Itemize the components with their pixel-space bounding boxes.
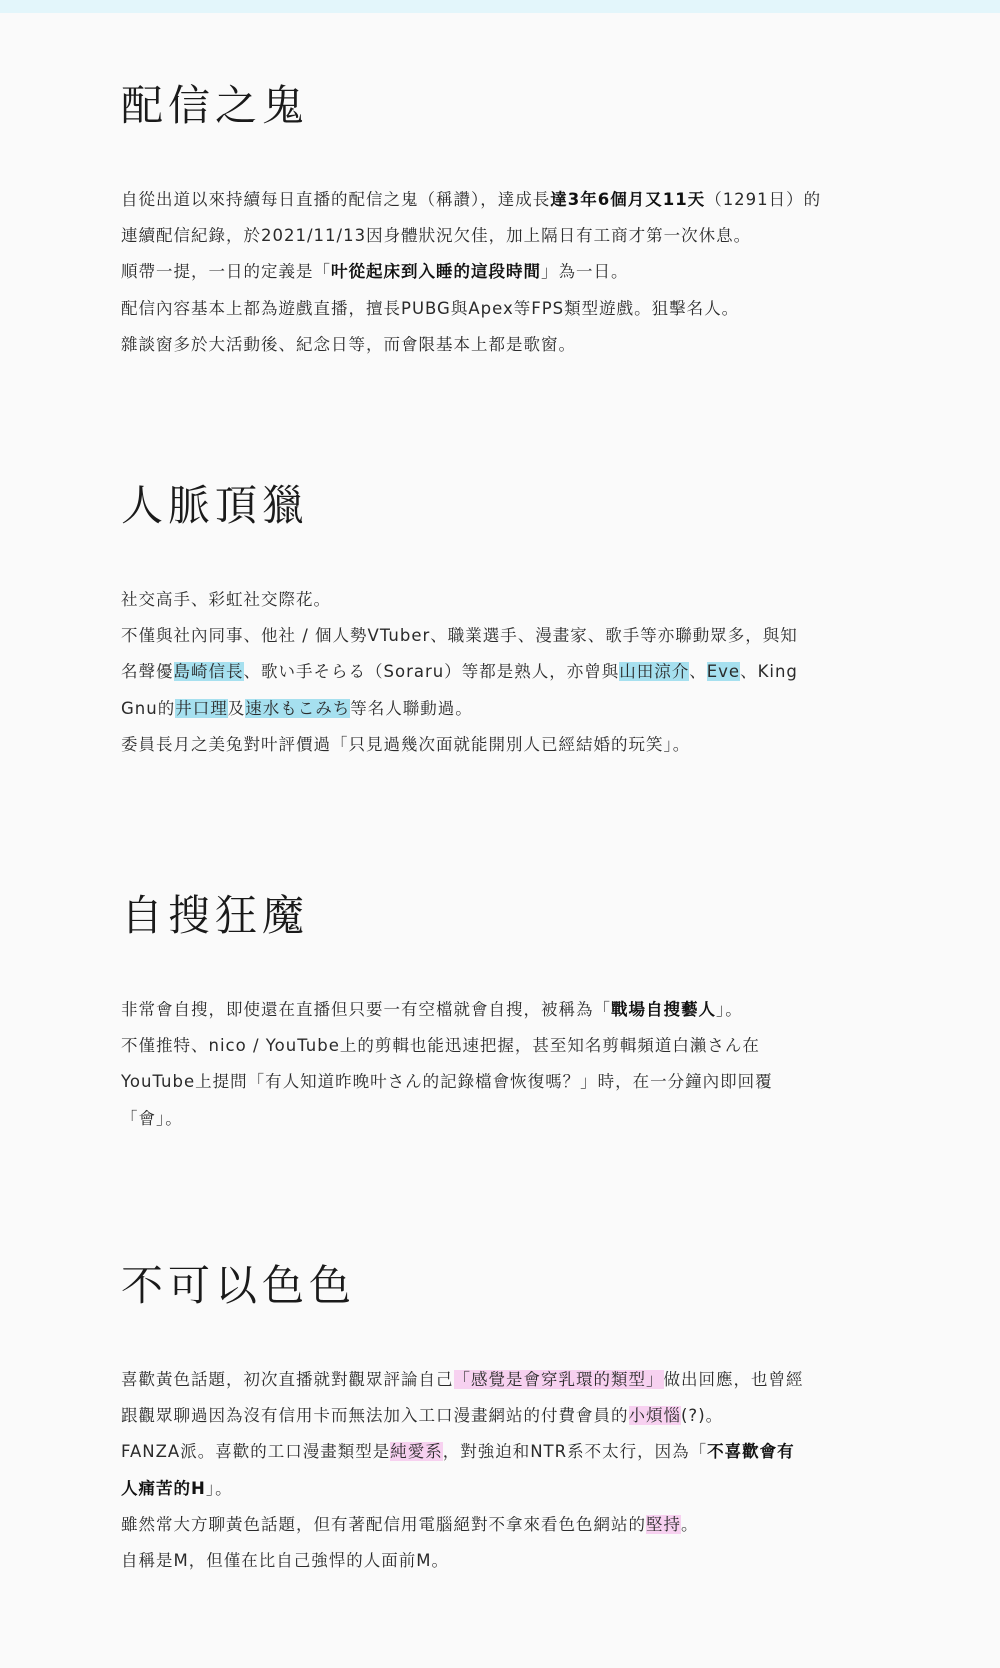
- bold-text: 達3年6個月又11天: [550, 190, 706, 209]
- highlighted-phrase: 純愛系: [390, 1442, 443, 1462]
- text-run: 」。: [205, 1478, 233, 1498]
- section-no-lewd: [121, 1261, 901, 1571]
- text-line: [121, 691, 901, 727]
- text-line: [121, 1398, 901, 1434]
- text-run: 「會」。: [121, 1108, 183, 1128]
- section-heading: 自搜狂魔: [121, 891, 310, 940]
- highlighted-name: 井口理: [175, 698, 228, 718]
- text-run: 不僅與社內同事、他社 / 個人勢VTuber、職業選手、漫畫家、歌手等亦聯動眾多，與知: [121, 626, 798, 646]
- text-run: 順帶一提，一日的定義是「: [121, 262, 331, 282]
- text-run: 及: [227, 698, 246, 718]
- text-run: 連續配信紀錄，於2021/11/13因身體狀況欠佳，加上隔日有工商才第一次休息。: [121, 226, 752, 246]
- text-line: [121, 327, 901, 363]
- text-line: [121, 654, 901, 690]
- text-run: Gnu的: [121, 698, 176, 718]
- text-run: 、歌い手そらる（Soraru）等都是熟人，亦曾與: [243, 662, 620, 682]
- text-run: 跟觀眾聊過因為沒有信用卡而無法加入工口漫畫網站的付費會員的: [121, 1406, 629, 1426]
- text-run: YouTube上提問「有人知道昨晚叶さん的記錄檔會恢復嗎？」時，在一分鐘內即回覆: [121, 1072, 773, 1092]
- text-run: 非常會自搜，即使還在直播但只要一有空檔就會自搜，被稱為「: [121, 1000, 611, 1019]
- text-run: 自從出道以來持續每日直播的配信之鬼（稱讚），達成長: [121, 190, 551, 209]
- text-run: FANZA派。喜歡的工口漫畫類型是: [121, 1442, 391, 1462]
- text-line: [121, 992, 901, 1028]
- text-run: 配信內容基本上都為遊戲直播，擅長PUBG與Apex等FPS類型遊戲。狙擊名人。: [121, 298, 740, 318]
- text-line: [121, 582, 901, 618]
- bold-text: 不喜歡會有: [707, 1442, 795, 1462]
- text-line: [121, 182, 901, 218]
- highlighted-name: 速水もこみち: [245, 698, 351, 718]
- text-run: 喜歡黃色話題，初次直播就對觀眾評論自己: [121, 1370, 454, 1389]
- text-line: [121, 1064, 901, 1100]
- text-run: 雜談窗多於大活動後、紀念日等，而會限基本上都是歌窗。: [121, 334, 576, 354]
- text-line: [121, 1434, 901, 1470]
- highlighted-phrase: 小煩惱: [628, 1406, 681, 1426]
- section-body: [121, 992, 901, 1137]
- text-line: [121, 1362, 901, 1398]
- text-run: 名聲優: [121, 662, 174, 682]
- text-line: [121, 1543, 901, 1579]
- bold-text: 叶從起床到入睡的這段時間: [331, 262, 541, 282]
- text-run: 」為一日。: [541, 262, 629, 282]
- section-streaming-demon: [121, 81, 901, 354]
- text-run: 不僅推特、nico / YouTube上的剪輯也能迅速把握，甚至知名剪輯頻道白瀨さん在: [121, 1036, 760, 1056]
- text-line: [121, 727, 901, 763]
- highlighted-name: Eve: [706, 662, 741, 682]
- text-line: [121, 1101, 901, 1137]
- top-accent-strip: [0, 0, 1000, 13]
- text-run: 、King: [740, 662, 798, 682]
- text-run: 社交高手、彩虹社交際花。: [121, 590, 331, 609]
- text-run: 」。: [716, 1000, 743, 1019]
- text-run: 、: [689, 662, 707, 682]
- text-run: 委員長月之美兔對叶評價過「只見過幾次面就能開別人已經結婚的玩笑」。: [121, 734, 691, 754]
- text-run: 自稱是M，但僅在比自己強悍的人面前M。: [121, 1551, 449, 1571]
- section-heading: 配信之鬼: [121, 81, 310, 130]
- section-heading: 人脈頂獵: [121, 481, 310, 530]
- text-line: [121, 1507, 901, 1543]
- text-run: ，對強迫和NTR系不太行，因為「: [442, 1442, 708, 1462]
- section-social-network: [121, 481, 901, 754]
- section-heading: 不可以色色: [121, 1261, 357, 1310]
- section-body: [121, 582, 901, 763]
- text-line: [121, 1471, 901, 1507]
- text-run: 雖然常大方聊黃色話題，但有著配信用電腦絕對不拿來看色色網站的: [121, 1514, 646, 1534]
- section-ego-search: [121, 891, 901, 1128]
- text-line: [121, 218, 901, 254]
- section-body: [121, 182, 901, 363]
- text-run: 。: [681, 1514, 699, 1534]
- text-run: (?)。: [681, 1406, 724, 1426]
- highlighted-phrase: 堅持: [646, 1514, 681, 1534]
- text-line: [121, 618, 901, 654]
- text-run: 做出回應，也曾經: [663, 1370, 804, 1389]
- text-run: （1291日）的: [705, 190, 822, 209]
- highlighted-phrase: 「感覺是會穿乳環的類型」: [453, 1370, 664, 1389]
- bold-text: 戰場自搜藝人: [611, 1000, 716, 1019]
- text-line: [121, 1028, 901, 1064]
- highlighted-name: 島崎信長: [173, 662, 244, 682]
- text-run: 等名人聯動過。: [350, 698, 473, 718]
- section-body: [121, 1362, 901, 1579]
- text-line: [121, 254, 901, 290]
- text-line: [121, 291, 901, 327]
- bold-text: 人痛苦的H: [121, 1478, 206, 1498]
- highlighted-name: 山田涼介: [619, 662, 690, 682]
